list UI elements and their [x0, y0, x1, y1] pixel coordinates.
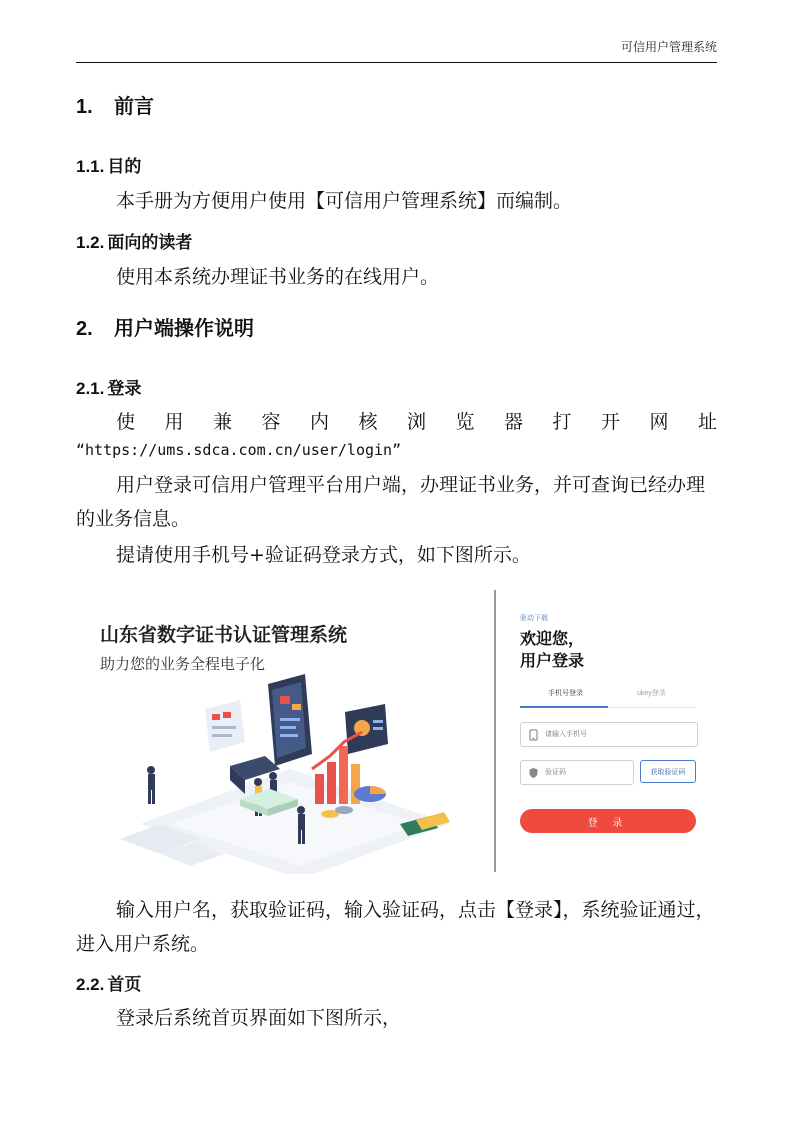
system-title: 山东省数字证书认证管理系统	[100, 625, 348, 646]
paragraph-open-browser: 使用兼容内核浏览器打开网址	[116, 411, 717, 433]
phone-icon	[529, 729, 538, 740]
heading-section-2	[76, 312, 254, 341]
paragraph-readers: 使用本系统办理证书业务的在线用户。	[116, 266, 440, 288]
left-panel	[205, 700, 245, 752]
paragraph-login-steps: 输入用户名，获取验证码，输入验证码，点击【登录】，系统验证通过，进入用户系统。	[76, 899, 715, 955]
heading-title: 登录	[107, 379, 142, 398]
running-header: 可信用户管理系统	[620, 40, 717, 54]
platform-base	[120, 769, 450, 874]
login-tabs	[520, 687, 696, 708]
paragraph-login-description: 用户登录可信用户管理平台用户端，办理证书业务，并可查询已经办理的业务信息。	[76, 474, 706, 530]
login-page-screenshot	[100, 588, 710, 874]
heading-number: 1.	[76, 96, 93, 118]
paragraph-login-method: 提请使用手机号+验证码登录方式，如下图所示。	[116, 544, 531, 566]
heading-number: 2.2.	[76, 975, 105, 994]
heading-number: 2.1.	[76, 379, 105, 398]
system-subtitle: 助力您的业务全程电子化	[100, 656, 266, 673]
welcome-line-2: 用户登录	[520, 653, 585, 670]
heading-number: 1.1.	[76, 157, 105, 176]
heading-title: 用户端操作说明	[114, 318, 254, 340]
isometric-illustration	[100, 674, 480, 874]
central-screen	[268, 674, 312, 766]
heading-number: 1.2.	[76, 233, 105, 252]
code-input[interactable]	[545, 761, 627, 784]
code-field[interactable]	[520, 760, 634, 785]
login-panel	[520, 588, 710, 874]
tab-phone-login[interactable]: 手机号登录	[548, 690, 583, 697]
heading-title: 面向的读者	[107, 233, 193, 252]
tab-ukey-login[interactable]: ukey登录	[637, 690, 666, 697]
heading-title: 目的	[107, 157, 142, 176]
welcome-heading	[520, 629, 584, 673]
heading-title: 首页	[107, 975, 142, 994]
paragraph-homepage: 登录后系统首页界面如下图所示，	[116, 1007, 402, 1029]
heading-section-1	[76, 90, 154, 119]
heading-number: 2.	[76, 318, 93, 340]
phone-input[interactable]	[545, 723, 691, 746]
header-rule	[76, 62, 717, 63]
phone-field[interactable]	[520, 722, 698, 747]
active-tab-indicator	[520, 706, 608, 708]
screenshot-divider	[494, 590, 496, 872]
heading-title: 前言	[114, 96, 154, 118]
get-code-button[interactable]: 获取验证码	[640, 760, 696, 783]
login-url: “https://ums.sdca.com.cn/user/login”	[76, 441, 402, 459]
shield-icon	[529, 767, 538, 778]
login-button[interactable]: 登 录	[520, 809, 696, 833]
heading-section-2-2	[76, 970, 141, 995]
heading-section-2-1	[76, 374, 141, 399]
paragraph-purpose: 本手册为方便用户使用【可信用户管理系统】而编制。	[116, 190, 573, 212]
driver-download-link[interactable]: 驱动下载	[520, 615, 548, 622]
welcome-line-1: 欢迎您，	[520, 631, 585, 648]
right-panel	[345, 704, 388, 754]
heading-section-1-2	[76, 228, 192, 253]
heading-section-1-1	[76, 152, 141, 177]
